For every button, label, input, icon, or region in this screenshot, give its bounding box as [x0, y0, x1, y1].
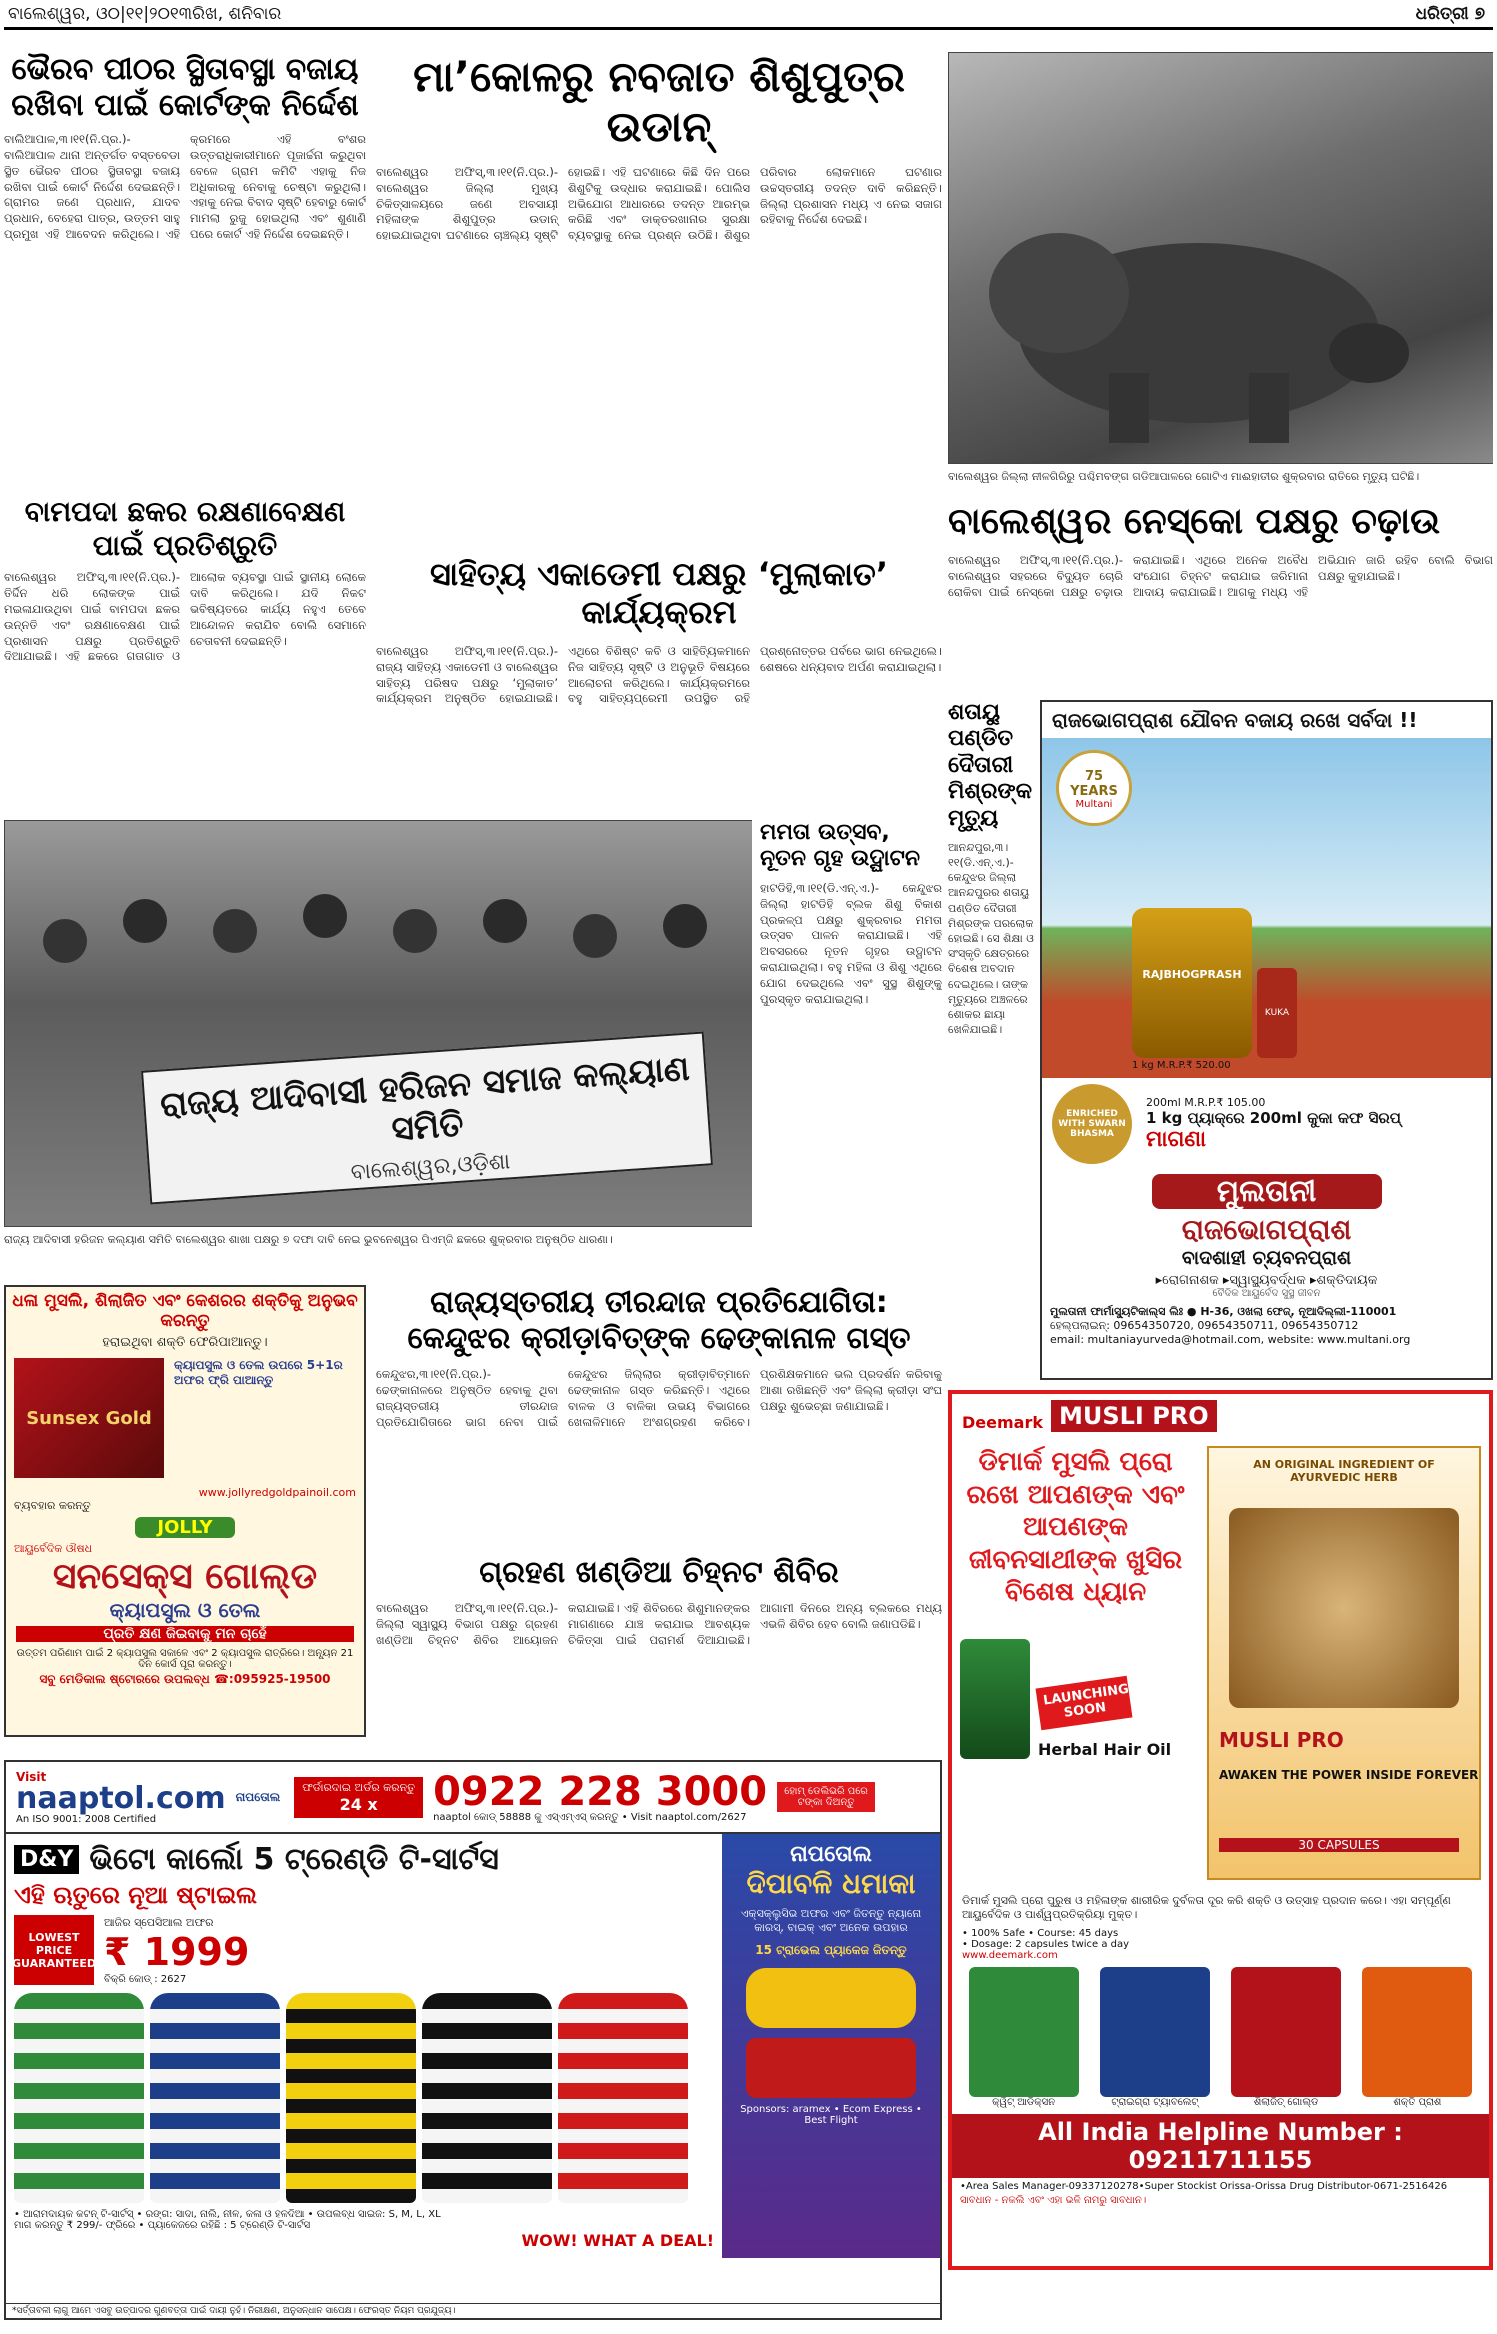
hair-oil-label: Herbal Hair Oil — [1038, 1739, 1172, 1759]
ad-offer-row — [1042, 1078, 1491, 1170]
page-label: ଧରିତ୍ରୀ ୭ — [1415, 4, 1485, 24]
article-body: କେନ୍ଦୁଝର,୩।୧୧(ନି.ପ୍ର.)- ଢେଙ୍କାନାଳରେ ଅନୁଷ୍ଠିତ ହେବାକୁ ଥିବା ରାଜ୍ୟସ୍ତରୀୟ ତୀରନ୍ଦାଜ ପ୍ରତିଯୋଗିତାରେ ଭାଗ ନେବା ପାଇଁ କେନ୍ଦୁଝର ଜିଲ୍ଲାର କ୍ରୀଡ଼ାବିତ୍‌ମାନେ ଢେଙ୍କାନାଳ ଗସ୍ତ କରିଛନ୍ତି। ଏଥିରେ ବାଳକ ଓ ବାଳିକା ଉଭୟ ବିଭାଗରେ ଖେଳାଳିମାନେ ଅଂଶଗ୍ରହଣ କରିବେ। ପ୍ରଶିକ୍ଷକମାନେ ଭଲ ପ୍ରଦର୍ଶନ କରିବାକୁ ଆଶା ରଖିଛନ୍ତି ଏବଂ ଜିଲ୍ଲା କ୍ରୀଡ଼ା ସଂଘ ପକ୍ଷରୁ ଶୁଭେଚ୍ଛା ଜଣାଯାଇଛି। — [376, 1367, 942, 1429]
product-forms: କ୍ୟାପସୁଲ ଓ ତେଲ — [109, 1598, 261, 1622]
photo-caption: ବାଲେଶ୍ୱର ଜିଲ୍ଲା ନୀଳଗିରିରୁ ପଶ୍ଚିମବଙ୍ଗ ଗଡିଆପାଳରେ ଗୋଟିଏ ମାଈହାତୀର ଶୁକ୍ରବାର ରାତିରେ ମୃତ୍ୟୁ ଘଟିଛି। — [948, 470, 1420, 483]
ad-hero-image — [1042, 738, 1491, 1078]
hair-oil-bottle — [960, 1639, 1030, 1759]
headline: ଶତାୟୁ ପଣ୍ଡିତ ଦୈତାରୀ ମିଶ୍ରଙ୍କ ମୃତ୍ୟୁ — [948, 700, 1032, 831]
naaptol-logo: Visit naaptol.com An ISO 9001: 2008 Certified — [16, 1769, 226, 1825]
product-shakti: ଶକ୍ତି ପ୍ରାଶ — [1362, 1967, 1472, 2108]
article-body: ବାଲେଶ୍ୱର ଅଫିସ୍,୩।୧୧(ନି.ପ୍ର.)- ବାଲେଶ୍ୱର ସହରରେ ବିଦ୍ୟୁତ ଚୋରି ରୋକିବା ପାଇଁ ନେସ୍କୋ ପକ୍ଷରୁ ଚଢ଼ାଉ କରାଯାଇଛି। ଏଥିରେ ଅନେକ ଅବୈଧ ସଂଯୋଗ ଚିହ୍ନଟ କରାଯାଇ ଜରିମାନା ଆଦାୟ କରାଯାଇଛି। ଆଗକୁ ମଧ୍ୟ ଏହି ଅଭିଯାନ ଜାରି ରହିବ ବୋଲି ବିଭାଗ ପକ୍ଷରୁ କୁହାଯାଇଛି। — [948, 553, 1493, 599]
price: ₹ 1999 — [104, 1929, 250, 1974]
headline: ଗ୍ରହଣ ଖଣ୍ଡିଆ ଚିହ୍ନଟ ଶିବିର — [479, 1555, 839, 1590]
tshirt-green — [14, 1993, 144, 2203]
distributor: •Area Sales Manager-09337120278•Super Stockist Orissa-Orissa Drug Distributor-0671-2516426 — [960, 2181, 1448, 2192]
helpline: ହେଲ୍ପଲାଇନ୍: 09654350720, 09654350711, 09654350712 — [1050, 1319, 1359, 1332]
product-subtitle: ବାଦଶାହୀ ଚ୍ୟବନପ୍ରାଶ — [1181, 1247, 1352, 1269]
jar-product: RAJBHOGPRASH — [1132, 908, 1252, 1058]
article-bampada-chhak — [4, 495, 366, 815]
article-mamata-utsav — [760, 820, 942, 1240]
product-name: ରାଜଭୋଗପ୍ରାଶ — [1181, 1213, 1352, 1246]
company-address: ମୁଲତାନୀ ଫାର୍ମାସ୍ୟୁଟିକାଲ୍ସ ଲିଃ ● H-36, ଓଖଲା ଫେଜ୍, ନୂଆଦିଲ୍ଲୀ-110001 — [1050, 1305, 1397, 1318]
ayur-label: ଆୟୁର୍ବେଦିକ ଔଷଧ — [14, 1542, 93, 1555]
offer-subtitle: ଏହି ଋତୁରେ ନୂଆ ଷ୍ଟାଇଲ — [14, 1881, 258, 1909]
product-row — [952, 1961, 1489, 2114]
photo-caption: ରାଜ୍ୟ ଆଦିବାସୀ ହରିଜନ କଲ୍ୟାଣ ସମିତି ବାଲେଶ୍ୱର ଶାଖା ପକ୍ଷରୁ ୭ ଦଫା ଦାବି ନେଇ ଭୁବନେଶ୍ୱର ପିଏମ୍‌ଜି ଛକରେ ଶୁକ୍ରବାର ଅନୁଷ୍ଠିତ ଧାରଣା। — [4, 1233, 613, 1246]
brand-name: ମୁଲତାନୀ — [1152, 1174, 1382, 1209]
article-body: ଆନନ୍ଦପୁର,୩।୧୧(ଡି.ଏନ୍.ଏ.)- କେନ୍ଦୁଝର ଜିଲ୍ଲା ଆନନ୍ଦପୁରର ଶତାୟୁ ପଣ୍ଡିତ ଦୈତାରୀ ମିଶ୍ରଙ୍କ ପରଲୋକ ହୋଇଛି। ସେ ଶିକ୍ଷା ଓ ସଂସ୍କୃତି କ୍ଷେତ୍ରରେ ବିଶେଷ ଅବଦାନ ଦେଇଥିଲେ। ତାଙ୍କ ମୃତ୍ୟୁରେ ଅଞ୍ଚଳରେ ଶୋକର ଛାୟା ଖେଳିଯାଇଛି। — [948, 840, 1034, 1037]
years-badge: 75 YEARS Multani — [1056, 750, 1132, 826]
headline: ସାହିତ୍ୟ ଏକାଡେମୀ ପକ୍ଷରୁ ‘ମୁଲାକାତ’ କାର୍ଯ୍ୟକ୍ରମ — [429, 555, 889, 632]
article-bhairav-pitha — [4, 52, 366, 492]
elephant-illustration — [949, 53, 1493, 463]
photo-elephant-block — [948, 52, 1493, 492]
banner-text: ରାଜ୍ୟ ଆଦିବାସୀ ହରିଜନ ସମାଜ କଲ୍ୟାଣ ସମିତି — [158, 1048, 691, 1150]
order-note: ଫର୍ଡାରଦାଇ ଅର୍ଡର କରନ୍ତୁ 24 x — [294, 1777, 423, 1818]
phone-sub: naaptol କୋଡ୍ 58888 କୁ ଏସ୍‌ଏମ୍‌ଏସ୍ କରନ୍ତୁ • Visit naaptol.com/2627 — [433, 1811, 747, 1823]
dy-logo: D&Y — [14, 1845, 79, 1874]
headline: ରାଜ୍ୟସ୍ତରୀୟ ତୀରନ୍ଦାଜ ପ୍ରତିଯୋଗିତା: କେନ୍ଦୁଝର କ୍ରୀଡ଼ାବିତ୍‌ଙ୍କ ଢେଙ୍କାନାଳ ଗସ୍ତ — [407, 1285, 911, 1356]
dateline: ବାଲେଶ୍ୱର, ଓ୦|୧୧|୨୦୧୩ରିଖ, ଶନିବାର — [8, 4, 282, 24]
tshirt-yellow — [286, 1993, 416, 2203]
swarn-bhasma-seal: ENRICHED WITH SWARN BHASMA — [1052, 1084, 1132, 1164]
diwali-offer: ନାପତୋଲ ଦିପାବଳି ଧମାକା ଏକ୍ସକ୍ଲୁସିଭ ଅଫର ଏବଂ ଜିତନ୍ତୁ ନ୍ୟାନୋ କାରସ୍, ବାଇକ୍ ଏବଂ ଅନେକ ଉପହାର 15 ଟ୍ରାଭେଲ ପ୍ୟାକେଜ ଜିତନ୍ତୁ Sponsors: aramex • Ecom Express • Best Flight — [722, 1834, 940, 2258]
tshirt-offer: D&Y ଭିଟୋ କାର୍ଲୋ 5 ଟ୍ରେଣ୍ଡି ଟି-ସାର୍ଟସ ଏହି ଋତୁରେ ନୂଆ ଷ୍ଟାଇଲ LOWEST PRICE GUARANTEED ଆଜିର ସ୍ପେସିଆଲ ଅଫର ₹ 1999 ବିକ୍ରି କୋଡ୍ : 2627 • ଆରାମଦାୟକ କଟନ୍ ଟି-ସାର୍ଟସ୍ • ରଙ୍ଗ: ସାଦା, ନାଲି, ନୀଳ, କଳା ଓ ହଳଦିଆ • ଉପଲବ୍ଧ ସାଇଜ: S, M, L, XL ମାଗ କରନ୍ତୁ ₹ 299/- ଫ୍ରିରେ • ପ୍ୟାକେଜରେ ରହିଛି : 5 ଟ୍ରେଣ୍ଡି ଟି-ସାର୍ଟସ WOW! WHAT A DEAL! — [12, 1842, 714, 2250]
elephant-photo — [948, 52, 1493, 464]
deemark-logo: Deemark MUSLI PRO — [952, 1394, 1489, 1438]
article-nesco-raid — [948, 500, 1493, 700]
dosage: ଉତ୍ତମ ପରିଣାମ ପାଇଁ 2 କ୍ୟାପସୁଲ ସକାଳେ ଏବଂ 2 କ୍ୟାପସୁଲ ରାତ୍ରିରେ। ଅନ୍ୟୂନ 21 ଦିନ କୋର୍ସ ପୂରା କରନ୍ତୁ। — [16, 1648, 354, 1670]
rally-photo — [4, 820, 752, 1227]
article-body: ବାଲେଶ୍ୱର ଅଫିସ୍,୩।୧୧(ନି.ପ୍ର.)- ତିର୍ଦ୍ଦିନ ଧରି ଲୋକଙ୍କ ପାଇଁ ମଇଳାଯାଉଥିବା ପାଇଁ ବାମପଦା ଛକର ଉନ୍ନତି ଏବଂ ରକ୍ଷଣାବେକ୍ଷଣ ପାଇଁ ପ୍ରଶାସନ ପକ୍ଷରୁ ପ୍ରତିଶ୍ରୁତି ଦିଆଯାଇଛି। ଏହି ଛକରେ ଗତାଗାତ ଓ ଆଲୋକ ବ୍ୟବସ୍ଥା ପାଇଁ ସ୍ଥାନୀୟ ଲୋକେ ଦାବି କରିଥିଲେ। ଯଦି ନିକଟ ଭବିଷ୍ୟତରେ କାର୍ଯ୍ୟ ନହୁଏ ତେବେ ଆନ୍ଦୋଳନ କରାଯିବ ବୋଲି ସେମାନେ ଚେତାବନୀ ଦେଇଛନ୍ତି। — [4, 570, 366, 664]
photo-rally-block — [4, 820, 752, 1260]
article-body: ବାଲେଶ୍ୱର ଅଫିସ୍,୩।୧୧(ନି.ପ୍ର.)- ବାଲେଶ୍ୱର ଜିଲ୍ଲା ମୁଖ୍ୟ ଚିକିତ୍ସାଳୟରେ ଜଣେ ଅବସାୟୀ ମହିଳାଙ୍କ ଶିଶୁପୁତ୍ର ଉଡାନ୍ ହୋଇଯାଇଥିବା ଘଟଣାରେ ଚାଞ୍ଚଲ୍ୟ ସୃଷ୍ଟି ହୋଇଛି। ଏହି ଘଟଣାରେ କିଛି ଦିନ ପରେ ଶିଶୁଟିକୁ ଉଦ୍ଧାର କରାଯାଇଛି। ପୋଲିସ ଅଭିଯୋଗ ଆଧାରରେ ତଦନ୍ତ ଆରମ୍ଭ କରିଛି ଏବଂ ଡାକ୍ତରଖାନାର ସୁରକ୍ଷା ବ୍ୟବସ୍ଥାକୁ ନେଇ ପ୍ରଶ୍ନ ଉଠିଛି। ଶିଶୁର ପରିବାର ଲୋକମାନେ ଘଟଣାର ଉଚ୍ଚସ୍ତରୀୟ ତଦନ୍ତ ଦାବି କରିଛନ୍ତି। ଜିଲ୍ଲା ପ୍ରଶାସନ ମଧ୍ୟ ଏ ନେଇ ସଜାଗ ରହିବାକୁ ନିର୍ଦ୍ଦେଶ ଦେଇଛି। — [376, 164, 942, 243]
article-sahitya-akademi — [376, 555, 942, 815]
launching-badge: LAUNCHING SOON — [1036, 1675, 1133, 1729]
product-name: ସନସେକ୍ସ ଗୋଲ୍ଡ — [52, 1556, 318, 1597]
warning: ସାବଧାନ - ନକଲି ଏବଂ ଏହା ଭଳି ନାମରୁ ସାବଧାନ। — [960, 2195, 1147, 2206]
tshirt-blue — [150, 1993, 280, 2203]
headline: ମମତା ଉତ୍ସବ, ନୂତନ ଗୃହ ଉଦ୍ଘାଟନ — [760, 820, 921, 872]
article-body: ବାଲିଆପାଳ,୩।୧୧(ନି.ପ୍ର.)- ବାଲିଆପାଳ ଥାନା ଅନ୍ତର୍ଗତ ବସ୍ତବେଡା ସ୍ଥିତ ଭୈରବ ପୀଠର ସ୍ଥିତାବସ୍ଥା ବଜାୟ ରଖିବା ପାଇଁ କୋର୍ଟ ନିର୍ଦ୍ଦେଶ ଦେଇଛନ୍ତି। ଗ୍ରାମର ଜଣେ ପ୍ରଧାନ, ଯାଦବ ପ୍ରଧାନ, ବେହେରା ପାତ୍ର, ଉତ୍ତମ ସାହୁ ପ୍ରମୁଖ ଏହି ଆବେଦନ କରିଥିଲେ। ଏହି କ୍ରମରେ ଏହି ବଂଶର ଉତ୍ତରାଧିକାରୀମାନେ ପୂଜାର୍ଚ୍ଚନା କରୁଥିବା ବେଳେ ଗ୍ରାମ କମିଟି ଏହାକୁ ନିଜ ଅଧିକାରକୁ ନେବାକୁ ଚେଷ୍ଟା କରୁଥିଲା। ଏହାକୁ ନେଇ ବିବାଦ ସୃଷ୍ଟି ହେବାରୁ କୋର୍ଟ ମାମଲା ରୁଜୁ ହୋଇଥିଲା ଏବଂ ଶୁଣାଣି ପରେ କୋର୍ଟ ଏହି ନିର୍ଦ୍ଦେଶ ଦେଇଛନ୍ତି। — [4, 132, 366, 242]
banner-subtext: ବାଲେଶ୍ୱର,ଓଡ଼ିଶା — [349, 1149, 511, 1186]
tshirts — [14, 1993, 714, 2203]
jar-info: 1 kg M.R.P.₹ 520.00 — [1132, 1060, 1231, 1071]
product-quit: କ୍ୱିଟ୍ ଆଡିକ୍ସନ — [969, 1967, 1079, 2108]
contact: email: multaniayurveda@hotmail.com, website: www.multani.org — [1050, 1333, 1411, 1346]
headline: ବାଲେଶ୍ୱର ନେସ୍କୋ ପକ୍ଷରୁ ଚଢ଼ାଉ — [948, 501, 1441, 542]
slogan-strip: ପ୍ରତି କ୍ଷଣ ଜିଇବାକୁ ମନ ଚାହେଁ — [16, 1626, 354, 1642]
helpline: All India Helpline Number : 09211711155 — [952, 2114, 1489, 2178]
article-daitari-mishra — [948, 700, 1036, 1340]
offer-title: ଭିଟୋ କାର୍ଲୋ 5 ଟ୍ରେଣ୍ଡି ଟି-ସାର୍ଟସ — [89, 1842, 499, 1877]
deemark-main — [952, 1438, 1489, 1888]
article-eclipse-camp — [376, 1555, 942, 1755]
tshirt-red — [558, 1993, 688, 2203]
offer-text: 200ml M.R.P.₹ 105.00 1 kg ପ୍ୟାକ୍‌ରେ 200ml କୁକା କଫ ସିରପ୍ ମାଗଣା — [1146, 1096, 1401, 1152]
ad-sub: ହରାଇଥିବା ଶକ୍ତି ଫେରିପାଆନ୍ତୁ। — [102, 1335, 268, 1350]
brand-odia: ନାପତୋଲ — [235, 1789, 281, 1804]
features: • ଆରାମଦାୟକ କଟନ୍ ଟି-ସାର୍ଟସ୍ • ରଙ୍ଗ: ସାଦା, ନାଲି, ନୀଳ, କଳା ଓ ହଳଦିଆ • ଉପଲବ୍ଧ ସାଇଜ: S, M, L, XL — [14, 2209, 441, 2220]
lowest-price-badge: LOWEST PRICE GUARANTEED — [14, 1915, 94, 1985]
syrup-bottle: KUKA — [1257, 968, 1297, 1058]
product-box: Sunsex Gold — [14, 1358, 164, 1478]
wow-badge: WOW! WHAT A DEAL! — [521, 2231, 714, 2250]
tshirt-black — [422, 1993, 552, 2203]
ad-jolly-sunsex — [4, 1285, 366, 1737]
page-header — [4, 0, 1493, 30]
shipping: ମାଗ କରନ୍ତୁ ₹ 299/- ଫ୍ରିରେ • ପ୍ୟାକେଜରେ ରହିଛି : 5 ଟ୍ରେଣ୍ଡି ଟି-ସାର୍ଟସ — [14, 2220, 311, 2231]
ad-product-row — [6, 1350, 364, 1486]
website: www.jollyredgoldpainoil.com — [198, 1486, 356, 1499]
naaptol-phone: 0922 228 3000 — [433, 1768, 768, 1815]
vedic-line: ବୈଦିକ ଆୟୁର୍ବେଦ ସୁସ୍ଥ ଜୀବନ — [1212, 1288, 1321, 1299]
naaptol-footer: *ସର୍ତ୍ତାବଳୀ ଲାଗୁ ଆମେ ଏସବୁ ଉତ୍ପାଦର ଗୁଣବତ୍ତା ପାଇଁ ଦାୟୀ ନୁହଁ। ନିରୀକ୍ଷଣ, ଅନୁସନ୍ଧାନ ସାପେକ୍ଷ। ଫେରସ୍ତ ନିୟମ ପ୍ରଯୁଜ୍ୟ। — [6, 2303, 942, 2318]
offer-text: କ୍ୟାପସୁଲ ଓ ତେଲ ଉପରେ 5+1ର ଅଫର ଫ୍ରି ପାଆନ୍ତୁ — [174, 1358, 343, 1387]
headline: ଡିମାର୍କ ମୁସଲି ପ୍ରୋ ରଖେ ଆପଣଙ୍କ ଏବଂ ଆପଣଙ୍କ ଜୀବନସାଥୀଙ୍କ ଖୁସିର ବିଶେଷ ଧ୍ୟାନ — [966, 1447, 1185, 1607]
ad-deemark-musli-pro — [948, 1390, 1493, 2270]
article-body: ହାଟଡିହି,୩।୧୧(ଡି.ଏନ୍.ଏ.)- କେନ୍ଦୁଝର ଜିଲ୍ଲା ହାଟଡିହି ବ୍ଲକ ଶିଶୁ ବିକାଶ ପ୍ରକଳ୍ପ ପକ୍ଷରୁ ଶୁକ୍ରବାର ମମତା ଉତ୍ସବ ପାଳନ କରାଯାଇଛି। ଏହି ଅବସରରେ ନୂତନ ଗୃହର ଉଦ୍ଘାଟନ କରାଯାଇଥିଲା। ବହୁ ମହିଳା ଓ ଶିଶୁ ଏଥିରେ ଯୋଗ ଦେଇଥିଲେ ଏବଂ ସୁସ୍ଥ ଶିଶୁଙ୍କୁ ପୁରସ୍କୃତ କରାଯାଇଥିଲା। — [760, 880, 942, 1006]
phone: ସବୁ ମେଡିକାଲ ଷ୍ଟୋରରେ ଉପଲବ୍ଧ ☎:095925-19500 — [39, 1672, 331, 1686]
headline: ଭୈରବ ପୀଠର ସ୍ଥିତାବସ୍ଥା ବଜାୟ ରଖିବା ପାଇଁ କୋର୍ଟଙ୍କ ନିର୍ଦ୍ଦେଶ — [11, 52, 359, 123]
article-body: ବାଲେଶ୍ୱର ଅଫିସ୍,୩।୧୧(ନି.ପ୍ର.)- ରାଜ୍ୟ ସାହିତ୍ୟ ଏକାଡେମୀ ଓ ବାଲେଶ୍ୱର ସାହିତ୍ୟ ପରିଷଦ ପକ୍ଷରୁ ‘ମୁଲାକାତ’ କାର୍ଯ୍ୟକ୍ରମ ଅନୁଷ୍ଠିତ ହୋଇଯାଇଛି। ଏଥିରେ ବିଶିଷ୍ଟ କବି ଓ ସାହିତ୍ୟିକମାନେ ନିଜ ସାହିତ୍ୟ ସୃଷ୍ଟି ଓ ଅନୁଭୂତି ବିଷୟରେ ଆଲୋଚନା କରିଥିଲେ। କାର୍ଯ୍ୟକ୍ରମରେ ବହୁ ସାହିତ୍ୟପ୍ରେମୀ ଉପସ୍ଥିତ ରହି ପ୍ରଶ୍ନୋତ୍ତର ପର୍ବରେ ଭାଗ ନେଇଥିଲେ। ଶେଷରେ ଧନ୍ୟବାଦ ଅର୍ପଣ କରାଯାଇଥିଲା। — [376, 643, 942, 706]
musli-pro-box: AN ORIGINAL INGREDIENT OF AYURVEDIC HERB MUSLI PRO AWAKEN THE POWER INSIDE FOREVER 30 CAPSULES — [1207, 1446, 1481, 1880]
article-archery — [376, 1285, 942, 1545]
headline: ମା’କୋଳରୁ ନବଜାତ ଶିଶୁପୁତ୍ର ଉଡାନ୍ — [413, 52, 905, 152]
jolly-logo: JOLLY — [135, 1517, 235, 1538]
product-benefits: ▸ରୋଗନାଶକ ▸ସ୍ୱାସ୍ଥ୍ୟବର୍ଦ୍ଧକ ▸ଶକ୍ତିଦାୟକ — [1155, 1273, 1378, 1288]
ad-multani — [1040, 700, 1493, 1380]
use-note: ବ୍ୟବହାର କରନ୍ତୁ — [14, 1499, 91, 1512]
cod-note: ହୋମ୍ ଡେଲିଭରି ପରେ ଟଙ୍କା ଦିଅନ୍ତୁ — [777, 1782, 875, 1812]
naaptol-header — [6, 1762, 940, 1834]
article-body: ବାଲେଶ୍ୱର ଅଫିସ୍,୩।୧୧(ନି.ପ୍ର.)- ଜିଲ୍ଲା ସ୍ୱାସ୍ଥ୍ୟ ବିଭାଗ ପକ୍ଷରୁ ଗ୍ରହଣ ଖଣ୍ଡିଆ ଚିହ୍ନଟ ଶିବିର ଆୟୋଜନ କରାଯାଇଛି। ଏହି ଶିବିରରେ ଶିଶୁମାନଙ୍କର ମାଗଣାରେ ଯାଞ୍ଚ କରାଯାଇ ଆବଶ୍ୟକ ଚିକିତ୍ସା ପାଇଁ ପରାମର୍ଶ ଦିଆଯାଇଛି। ଆଗାମୀ ଦିନରେ ଅନ୍ୟ ବ୍ଲକରେ ମଧ୍ୟ ଏଭଳି ଶିବିର ହେବ ବୋଲି ଜଣାପଡିଛି। — [376, 1601, 942, 1647]
herb-image — [1229, 1508, 1459, 1708]
bike-prize — [746, 2038, 916, 2098]
naaptol-body — [6, 1834, 940, 2258]
ad-description: ଡିମାର୍କ ମୁସଲି ପ୍ରୋ ପୁରୁଷ ଓ ମହିଳାଙ୍କ ଶାରୀରିକ ଦୁର୍ବଳତା ଦୂର କରି ଶକ୍ତି ଓ ଉତ୍ସାହ ପ୍ରଦାନ କରେ। ଏହା ସମ୍ପୂର୍ଣ୍ଣ ଆୟୁର୍ବେଦିକ ଓ ପାର୍ଶ୍ୱପ୍ରତିକ୍ରିୟା ମୁକ୍ତ। — [962, 1894, 1451, 1921]
product-trigra: ଟ୍ରାଇଗ୍ରା ଟ୍ୟାବଲେଟ୍ — [1100, 1967, 1210, 2108]
ad-top: ଧଳା ମୁସଲି, ଶିଲାଜିତ ଏବଂ କେଶରର ଶକ୍ତିକୁ ଅନୁଭବ କରନ୍ତୁ — [12, 1291, 358, 1331]
article-newborn-kidnap — [376, 52, 942, 542]
car-prize — [746, 1968, 916, 2028]
product-shilajit: ଶିଲାଜିତ୍ ଗୋଲ୍ଡ — [1231, 1967, 1341, 2108]
ad-points: • 100% Safe • Course: 45 days • Dosage: 2 capsules twice a day www.deemark.com — [962, 1928, 1130, 1961]
ad-tagline: ରାଜଭୋଗପ୍ରାଶ ଯୌବନ ବଜାୟ ରଖେ ସର୍ବଦା !! — [1042, 702, 1491, 738]
ad-naaptol — [4, 1760, 942, 2320]
headline: ବାମପଦା ଛକର ରକ୍ଷଣାବେକ୍ଷଣ ପାଇଁ ପ୍ରତିଶ୍ରୁତି — [24, 495, 346, 562]
